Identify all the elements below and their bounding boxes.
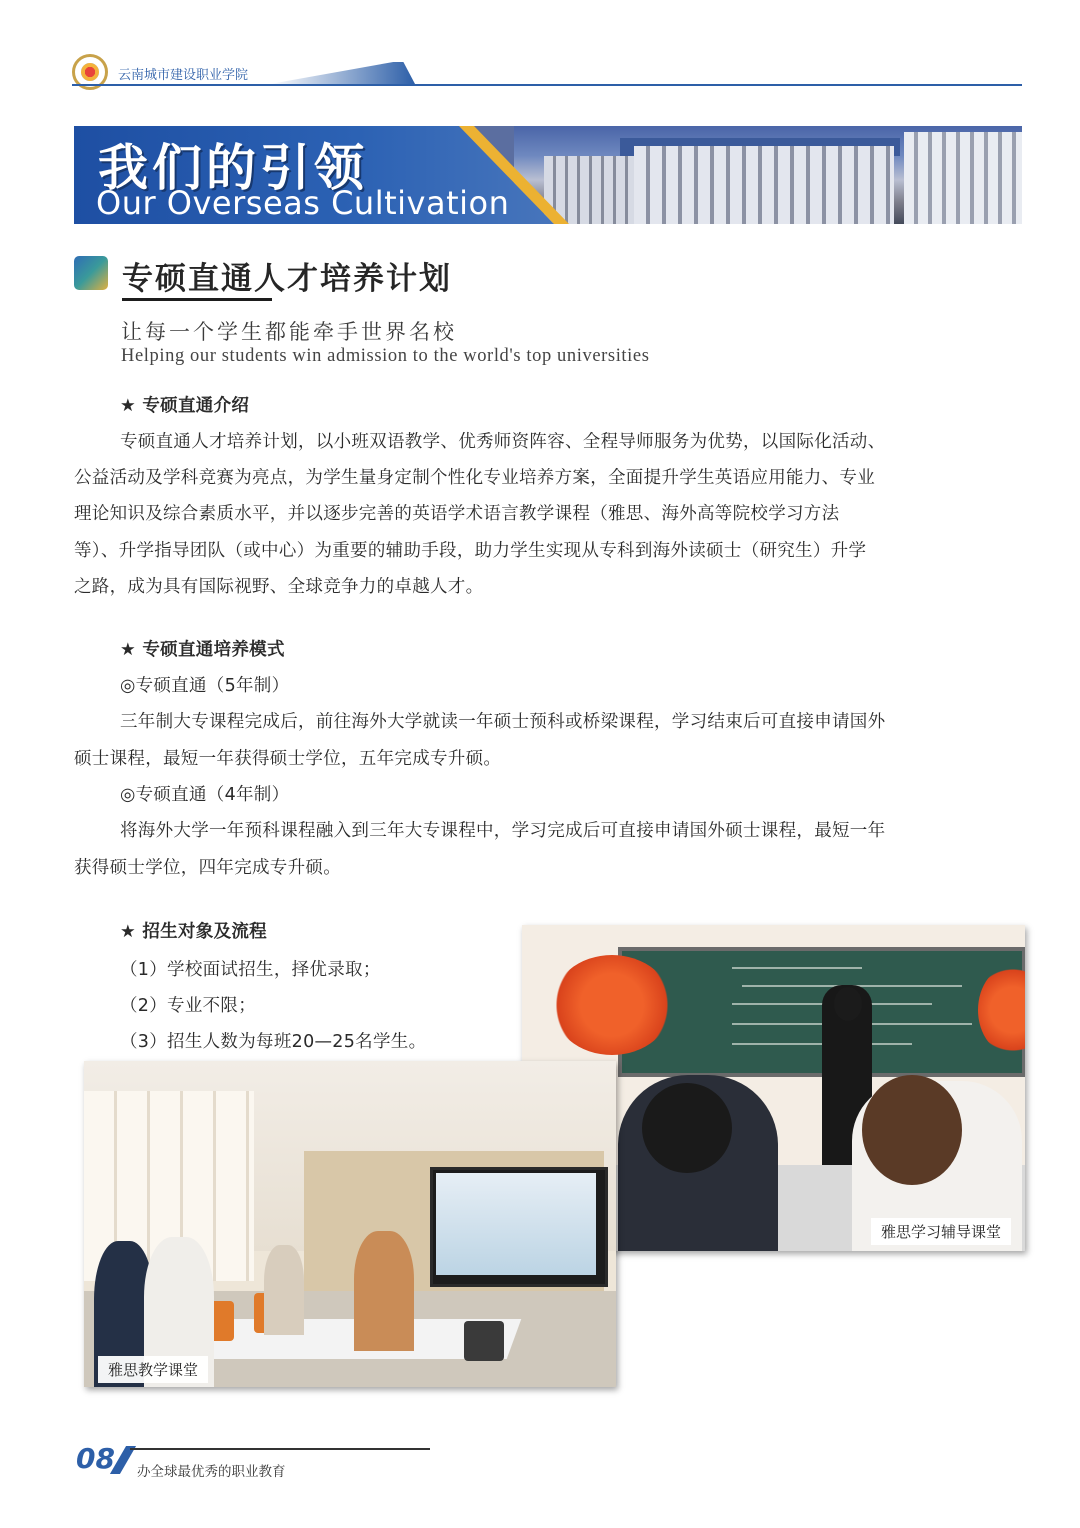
intro-line: 专硕直通人才培养计划，以小班双语教学、优秀师资阵容、全程导师服务为优势，以国际化活动、 (120, 432, 886, 452)
mode-heading: ★ 专硕直通培养模式 (120, 640, 285, 660)
five-year-line: 硕士课程，最短一年获得硕士学位，五年完成专升硕。 (74, 749, 502, 769)
five-year-line: 三年制大专课程完成后，前往海外大学就读一年硕士预科或桥梁课程，学习结束后可直接申请国外 (120, 712, 886, 732)
header-accent (270, 62, 415, 84)
photo-caption: 雅思教学课堂 (98, 1356, 208, 1383)
school-name: 云南城市建设职业学院 (118, 68, 249, 83)
intro-line: 之路，成为具有国际视野、全球竞争力的卓越人才。 (74, 577, 484, 597)
header-rule (72, 84, 1022, 86)
section-title: 专硕直通人才培养计划 (122, 261, 452, 297)
five-year-title: ◎专硕直通（5年制） (120, 676, 290, 696)
four-year-line: 将海外大学一年预科课程融入到三年大专课程中，学习完成后可直接申请国外硕士课程，最短一年 (120, 821, 886, 841)
photo-caption: 雅思学习辅导课堂 (871, 1218, 1011, 1245)
page-banner (74, 126, 1022, 224)
enrollment-item: （1）学校面试招生，择优录取； (120, 960, 381, 980)
enrollment-heading: ★ 招生对象及流程 (120, 922, 267, 942)
section-subtitle-en: Helping our students win admission to the world's top universities (121, 346, 650, 366)
intro-line: 理论知识及综合素质水平，并以逐步完善的英语学术语言教学课程（雅思、海外高等院校学习方法 (74, 504, 840, 524)
footer-rule (130, 1448, 430, 1450)
enrollment-item: （2）专业不限； (120, 996, 257, 1016)
section-subtitle-cn: 让每一个学生都能牵手世界名校 (121, 320, 457, 344)
intro-line: 等）、升学指导团队（或中心）为重要的辅助手段，助力学生实现从专科到海外读硕士（研究生）升学 (74, 541, 867, 561)
intro-line: 公益活动及学科竞赛为亮点，为学生量身定制个性化专业培养方案，全面提升学生英语应用能力、专业 (74, 468, 875, 488)
intro-heading: ★ 专硕直通介绍 (120, 396, 250, 416)
section-underline (122, 298, 272, 301)
banner-title-en: Our Overseas Cultivation (96, 184, 510, 222)
section-marker-icon (74, 256, 108, 290)
ielts-classroom-photo (84, 1061, 616, 1387)
page-number: 08 (76, 1442, 115, 1475)
footer-slogan: 办全球最优秀的职业教育 (137, 1464, 286, 1480)
four-year-title: ◎专硕直通（4年制） (120, 785, 290, 805)
banner-title-cn: 我们的引领 (98, 139, 368, 197)
enrollment-item: （3）招生人数为每班20—25名学生。 (120, 1032, 427, 1052)
four-year-line: 获得硕士学位，四年完成专升硕。 (74, 858, 341, 878)
